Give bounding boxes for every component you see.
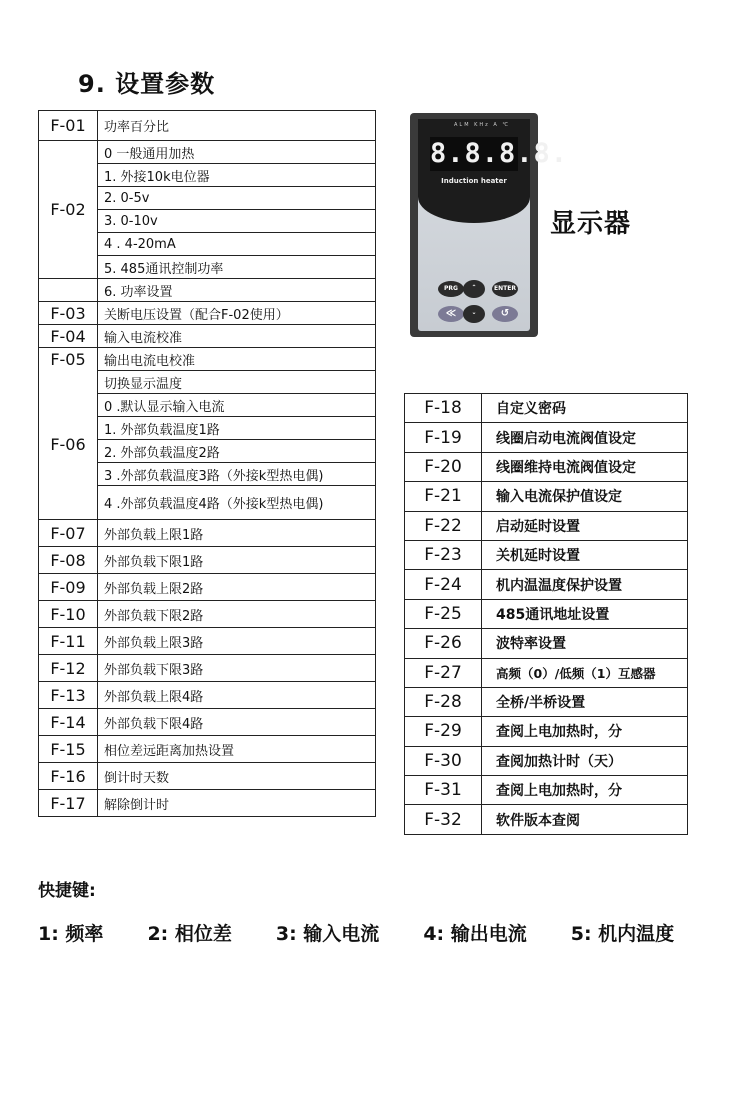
- param-option: 0 一般通用加热: [98, 141, 376, 164]
- table-row: [405, 511, 688, 540]
- table-row: [405, 629, 688, 658]
- param-desc: 软件版本查阅: [482, 805, 688, 834]
- table-row: [39, 547, 376, 574]
- param-option: 切换显示温度: [98, 371, 376, 394]
- param-option: 1. 外部负载温度1路: [98, 417, 376, 440]
- device-top-panel: [418, 119, 569, 223]
- param-code: F-23: [405, 540, 482, 569]
- param-option: 5. 485通讯控制功率: [98, 256, 376, 279]
- param-code: F-01: [39, 111, 98, 141]
- param-code: F-21: [405, 482, 482, 511]
- param-desc: 查阅上电加热时，分: [482, 776, 688, 805]
- param-desc: 外部负载下限2路: [98, 601, 376, 628]
- parameter-table-right: [404, 393, 688, 835]
- table-row: [39, 111, 376, 141]
- param-desc: 外部负载上限2路: [98, 574, 376, 601]
- table-row: [39, 302, 376, 325]
- return-icon: ↺: [492, 306, 518, 322]
- hotkey-item: 3: 输入电流: [275, 923, 380, 945]
- param-code: F-14: [39, 709, 98, 736]
- param-code: F-26: [405, 629, 482, 658]
- param-desc: 外部负载上限3路: [98, 628, 376, 655]
- param-option: 3. 0-10v: [98, 210, 376, 233]
- table-row: [39, 655, 376, 682]
- device-face: [418, 119, 569, 331]
- param-code: F-16: [39, 763, 98, 790]
- table-row: [405, 776, 688, 805]
- param-desc: 485通讯地址设置: [482, 599, 688, 628]
- table-row: [39, 325, 376, 348]
- param-option: 2. 外部负载温度2路: [98, 440, 376, 463]
- param-desc: 关断电压设置（配合F-02使用）: [98, 302, 376, 325]
- param-code: F-22: [405, 511, 482, 540]
- parameter-table-left: [38, 110, 376, 817]
- param-desc: 外部负载上限4路: [98, 682, 376, 709]
- param-code-empty: [39, 279, 98, 302]
- param-desc: 外部负载下限1路: [98, 547, 376, 574]
- hotkey-title: 快捷键:: [38, 881, 96, 901]
- device-brand-label: Induction heater: [441, 177, 507, 185]
- param-option: 4 .外部负载温度4路（外接k型热电偶): [98, 486, 376, 520]
- param-desc: 线圈启动电流阀值设定: [482, 423, 688, 452]
- param-code: F-29: [405, 717, 482, 746]
- param-code: F-02: [39, 141, 98, 279]
- param-desc: 线圈维持电流阀值设定: [482, 452, 688, 481]
- table-row: [39, 709, 376, 736]
- section-title: 9. 设置参数: [78, 70, 216, 98]
- param-code: F-04: [39, 325, 98, 348]
- hotkey-item: 5: 机内温度: [570, 923, 675, 945]
- param-code: F-09: [39, 574, 98, 601]
- up-arrow-icon: ⌃: [463, 280, 485, 298]
- param-desc: 6. 功率设置: [98, 279, 376, 302]
- hotkey-item: 2: 相位差: [147, 923, 232, 945]
- param-code: F-08: [39, 547, 98, 574]
- param-code: F-20: [405, 452, 482, 481]
- param-code: F-10: [39, 601, 98, 628]
- table-row: [405, 599, 688, 628]
- table-row: [39, 520, 376, 547]
- seven-segment-display: 8.8.8.8.: [430, 138, 569, 169]
- param-code: F-28: [405, 687, 482, 716]
- param-desc: 解除倒计时: [98, 790, 376, 817]
- param-desc: 波特率设置: [482, 629, 688, 658]
- param-desc: 查阅上电加热时，分: [482, 717, 688, 746]
- param-code: F-27: [405, 658, 482, 687]
- table-row: [39, 736, 376, 763]
- table-row: [405, 805, 688, 834]
- param-desc: 外部负载下限3路: [98, 655, 376, 682]
- hotkey-list: [38, 919, 674, 946]
- param-desc: 功率百分比: [98, 111, 376, 141]
- table-row: [405, 482, 688, 511]
- param-code: F-05: [39, 348, 98, 371]
- table-row: [39, 279, 376, 302]
- table-row: [405, 394, 688, 423]
- param-desc: 高频（0）/低频（1）互感器: [482, 658, 688, 687]
- param-desc: 启动延时设置: [482, 511, 688, 540]
- param-desc: 全桥/半桥设置: [482, 687, 688, 716]
- param-code: F-12: [39, 655, 98, 682]
- param-code: F-30: [405, 746, 482, 775]
- double-left-icon: ≪: [438, 306, 464, 322]
- param-desc: 外部负载下限4路: [98, 709, 376, 736]
- table-row: [405, 658, 688, 687]
- param-code: F-17: [39, 790, 98, 817]
- indicator-leds: ALM KHz A ℃: [454, 122, 510, 128]
- table-row: [39, 682, 376, 709]
- table-row: [405, 746, 688, 775]
- param-code: F-32: [405, 805, 482, 834]
- param-code: F-25: [405, 599, 482, 628]
- table-row: [405, 540, 688, 569]
- display-controller-image: [410, 113, 569, 337]
- table-row: [405, 687, 688, 716]
- param-desc: 外部负载上限1路: [98, 520, 376, 547]
- table-row: [39, 574, 376, 601]
- param-desc: 倒计时天数: [98, 763, 376, 790]
- table-row: [39, 601, 376, 628]
- table-row: [39, 371, 376, 394]
- down-arrow-icon: ⌄: [463, 305, 485, 323]
- param-desc: 自定义密码: [482, 394, 688, 423]
- param-code: F-31: [405, 776, 482, 805]
- device-label: 显示器: [550, 209, 632, 239]
- param-option: 2. 0-5v: [98, 187, 376, 210]
- table-row: [39, 763, 376, 790]
- param-code: F-11: [39, 628, 98, 655]
- table-row: [39, 348, 376, 371]
- param-code: F-13: [39, 682, 98, 709]
- param-option: 1. 外接10k电位器: [98, 164, 376, 187]
- table-row: [405, 452, 688, 481]
- param-code: F-07: [39, 520, 98, 547]
- param-option: 0 .默认显示输入电流: [98, 394, 376, 417]
- prg-button: PRG: [438, 281, 464, 297]
- param-code: F-19: [405, 423, 482, 452]
- hotkey-item: 1: 频率: [38, 923, 104, 945]
- param-desc: 输入电流保护值设定: [482, 482, 688, 511]
- param-desc: 输入电流校准: [98, 325, 376, 348]
- table-row: [39, 628, 376, 655]
- param-desc: 查阅加热计时（天）: [482, 746, 688, 775]
- param-desc: 机内温温度保护设置: [482, 570, 688, 599]
- param-desc: 输出电流电校准: [98, 348, 376, 371]
- param-code: F-24: [405, 570, 482, 599]
- table-row: [405, 570, 688, 599]
- param-code: F-03: [39, 302, 98, 325]
- param-code: F-06: [39, 371, 98, 520]
- param-desc: 相位差远距离加热设置: [98, 736, 376, 763]
- table-row: [39, 141, 376, 164]
- table-row: [405, 717, 688, 746]
- hotkey-item: 4: 输出电流: [423, 923, 527, 945]
- table-row: [39, 790, 376, 817]
- param-option: 3 .外部负载温度3路（外接k型热电偶): [98, 463, 376, 486]
- param-desc: 关机延时设置: [482, 540, 688, 569]
- param-code: F-15: [39, 736, 98, 763]
- param-option: 4 . 4-20mA: [98, 233, 376, 256]
- param-code: F-18: [405, 394, 482, 423]
- table-row: [405, 423, 688, 452]
- enter-button: ENTER: [492, 281, 518, 297]
